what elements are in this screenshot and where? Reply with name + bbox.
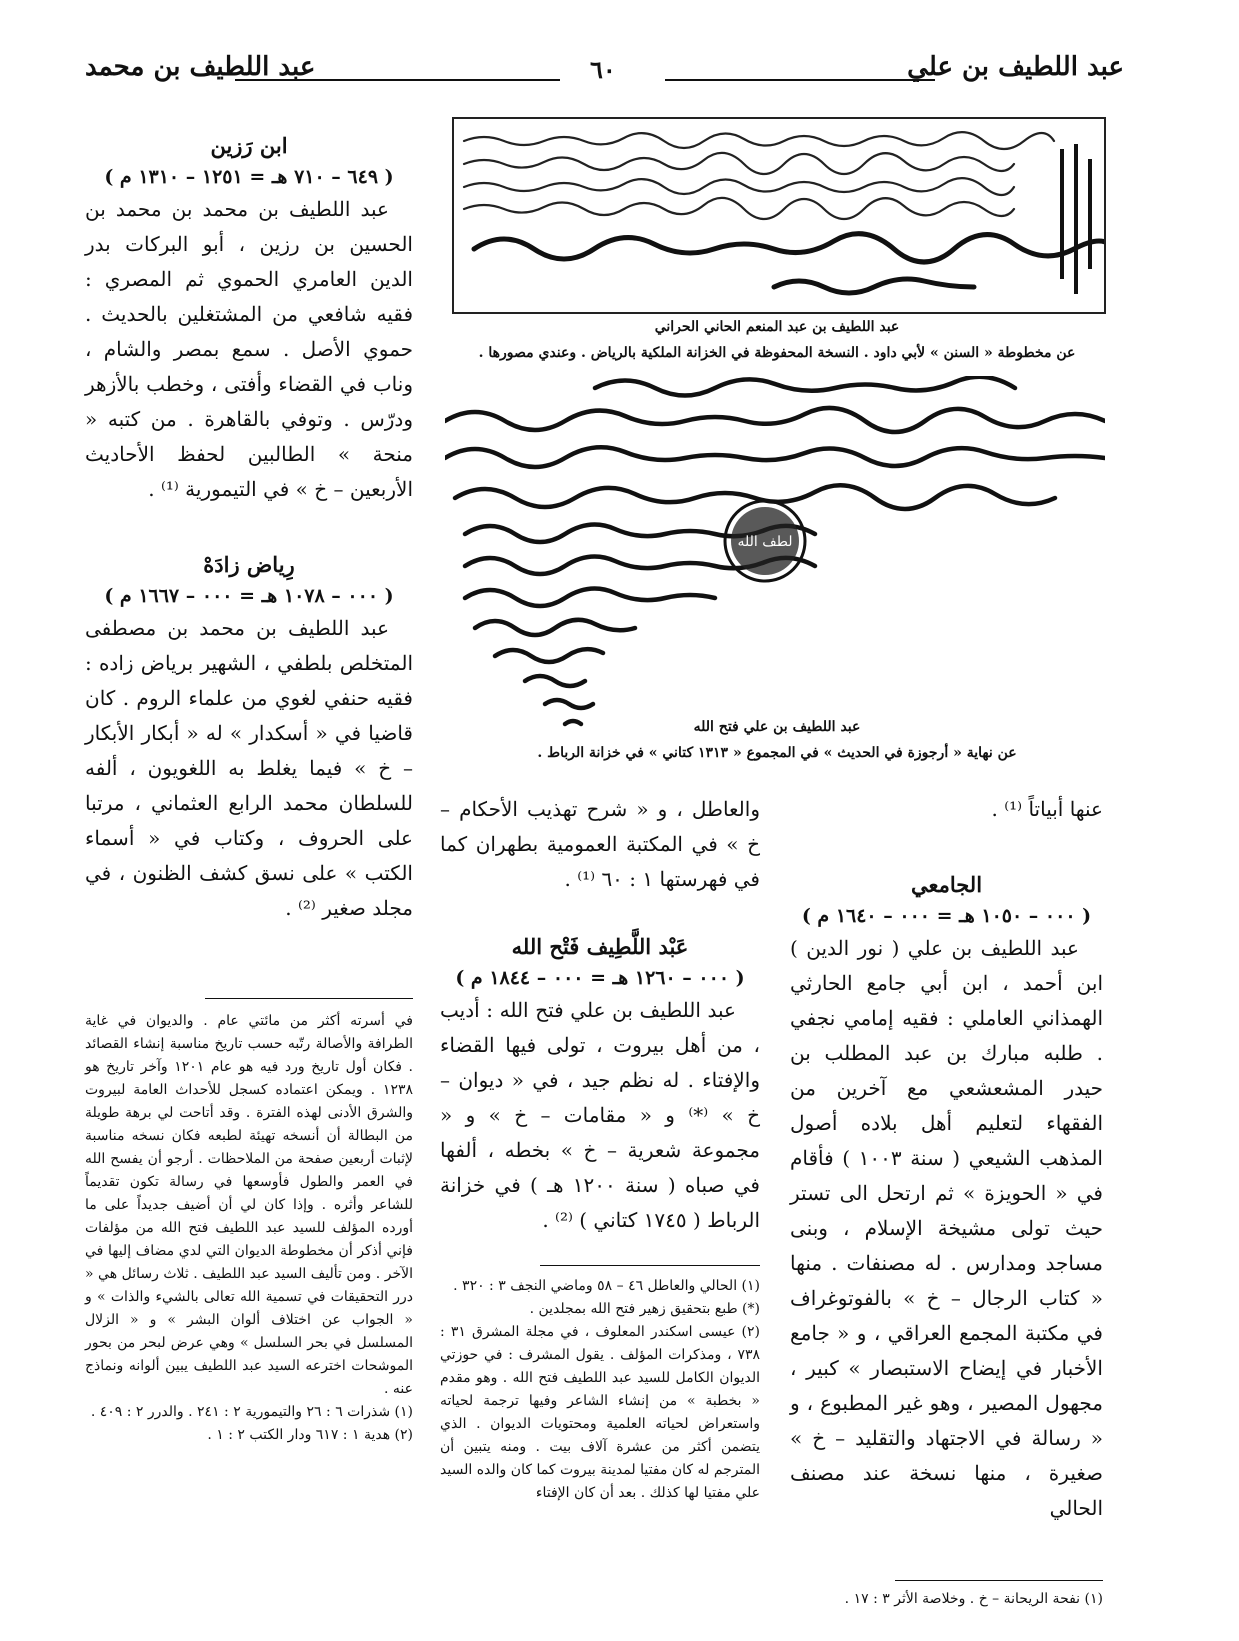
- caption-image-1-source: عن مخطوطة « السنن » لأبي داود . النسخة المحفوظة في الخزانة الملكية بالرياض . وعندي مصورها .: [478, 345, 1076, 361]
- footnote-1-middle: (١) الحالي والعاطل ٤٦ – ٥٨ وماضي النجف ٣ : ٣٢٠ .: [453, 1278, 760, 1294]
- footnote-1-right: (١) نفحة الريحانة – خ . وخلاصة الأثر ٣ : ١٧ .: [844, 1591, 1103, 1607]
- left-column: [85, 130, 413, 926]
- entry-dates-fathallah: ( ٠٠٠ – ١٢٦٠ هـ = ٠٠٠ – ١٨٤٤ م ): [455, 967, 745, 989]
- middle-continuation: والعاطل ، و « شرح تهذيب الأحكام – خ » في المكتبة العمومية بطهران كما في فهرستها ١ : ٦٠ ⁽¹⁾ .: [440, 797, 760, 891]
- running-head-left: عبد اللطيف بن محمد: [85, 52, 316, 82]
- page-number: ٦٠: [590, 55, 616, 84]
- entry-body-ibn-razin: عبد اللطيف بن محمد بن محمد بن الحسين بن رزين ، أبو البركات بدر الدين العامري الحموي ثم المصري : فقيه شافعي من المشتغلين بالحديث . حموي الأصل . سمع بمصر والشام ، وناب في القضاء وأفتى ، وخطب بالأزهر ودرّس . وتوفي بالقاهرة . من كتبه « منحة » الطالبين لحفظ الأحاديث الأربعين – خ » في التيمورية ⁽¹⁾ .: [85, 197, 413, 501]
- right-column: [790, 792, 1103, 1526]
- caption-image-1-title: عبد اللطيف بن عبد المنعم الحاني الحراني: [654, 319, 900, 335]
- footnote-separator-right: [895, 1580, 1103, 1581]
- header-rule-left: [235, 79, 560, 81]
- entry-body-riyad-zadeh: عبد اللطيف بن محمد بن مصطفى المتخلص بلطفي ، الشهير برياض زاده : فقيه حنفي لغوي من علماء الروم . كان قاضيا في « أسكدار » له « أبكار الأبكار – خ » فيما يغلط به اللغويون ، ألفه للسلطان محمد الرابع العثماني ، مرتبا على الحروف ، وكتاب في « أسماء الكتب » على نسق كشف الظنون ، في مجلد صغير ⁽²⁾ .: [85, 616, 413, 920]
- running-head-right: عبد اللطيف بن علي: [907, 52, 1124, 82]
- footnote-separator-middle: [540, 1265, 760, 1266]
- entry-body-fathallah: عبد اللطيف بن علي فتح الله : أديب ، من أهل بيروت ، تولى فيها القضاء والإفتاء . له نظم جيد ، في « ديوان – خ » ⁽*⁾ و « مقامات – خ » و « مجموعة شعرية – خ » بخطه ، ألفها في صباه ( سنة ١٢٠٠ هـ ) في خزانة الرباط ( ١٧٤٥ كتاني ) ⁽²⁾ .: [440, 998, 760, 1232]
- footnote-2-left: (٢) هدية ١ : ٦١٧ ودار الكتب ٢ : ١ .: [207, 1427, 413, 1443]
- manuscript-image-2: [445, 376, 1105, 736]
- footnote-continuation-left: في أسرته أكثر من مائتي عام . والديوان في غاية الطرافة والأصالة رتّبه حسب تاريخ مناسبة إنشاء القصائد . فكان أول تاريخ ورد فيه هو عام ١٢٠١ وآخر تاريخ هو ١٢٣٨ . ويمكن اعتماده كسجل للأحداث العامة لبيروت والشرق الأدنى لهذه الفترة . وقد أتاحت لي برهة طويلة من البطالة أن أنسخه تهيئة لطبعه فكان نسخه مناسبة لإثبات أربعين صفحة من الملاحظات . أرجو أن يفسح الله في العمر والطول فأوسعها في رسالة تكون تقديماً للشاعر وأثره . وإذا كان لي أن أضيف جديداً على ما أورده المؤلف للسيد عبد اللطيف فتح الله من مؤلفات فإني أذكر أن مخطوطة الديوان التي لدي مضاف إليها في الآخر . ومن تأليف السيد عبد اللطيف . ثلاث رسائل هي « درر التحقيقات في تسمية الله تعالى بالشيء والذات » و « الجواب عن اختلاف ألوان البشر » و « الزلال المسلسل في بحر السلسل » وهي عرض لبحر من بحور الموشحات اخترعه السيد عبد اللطيف يبين ألوانه ونماذج عنه .: [85, 1013, 413, 1397]
- entry-title-fathallah: عَبْد اللَّطِيف فَتْح الله: [511, 934, 689, 959]
- caption-image-2-source: عن نهاية « أرجوزة في الحديث » في المجموع « ١٣١٣ كتاني » في خزانة الرباط .: [537, 745, 1017, 761]
- entry-body-jamii: عبد اللطيف بن علي ( نور الدين ) ابن أحمد ، ابن أبي جامع الحارثي الهمذاني العاملي : فقيه إمامي نجفي . طلبه مبارك بن عبد المطلب بن حيدر المشعشعي مع آخرين من الفقهاء لتعليم أهل بلاده أصول المذهب الشيعي ( سنة ١٠٠٣ ) فأقام في « الحويزة » ثم ارتحل الى تستر حيث تولى مشيخة الإسلام ، وبنى مساجد ومدارس . له مصنفات . منها « كتاب الرجال – خ » بالفوتوغراف في مكتبة المجمع العراقي ، و « جامع الأخبار في إيضاح الاستبصار » كبير ، مجهول المصير ، وهو غير المطبوع ، و « رسالة في الاجتهاد والتقليد – خ » صغيرة ، منها نسخة عند مصنف الحالي: [790, 936, 1103, 1520]
- right-continuation: عنها أبياتاً ⁽¹⁾ .: [991, 797, 1103, 821]
- right-footnotes: [790, 1588, 1103, 1611]
- footnote-1-left: (١) شذرات ٦ : ٢٦ والتيمورية ٢ : ٢٤١ . والدرر ٢ : ٤٠٩ .: [90, 1404, 413, 1420]
- entry-dates-jamii: ( ٠٠٠ – ١٠٥٠ هـ = ٠٠٠ – ١٦٤٠ م ): [801, 905, 1092, 927]
- left-footnotes: [85, 1010, 413, 1447]
- seal-text: لطف الله: [737, 534, 793, 550]
- caption-image-2-title: عبد اللطيف بن علي فتح الله: [693, 719, 861, 735]
- footnote-separator-left: [205, 998, 413, 999]
- entry-title-ibn-razin: ابن رَزين: [210, 133, 288, 158]
- entry-dates-riyad-zadeh: ( ٠٠٠ – ١٠٧٨ هـ = ٠٠٠ – ١٦٦٧ م ): [104, 585, 394, 607]
- entry-title-jamii: الجامعي: [910, 872, 983, 897]
- middle-column: [440, 792, 760, 1238]
- header-rule-right: [665, 79, 935, 81]
- entry-title-riyad-zadeh: رِياض زادَهْ: [203, 552, 295, 577]
- footnote-2-middle: (٢) عيسى اسكندر المعلوف ، في مجلة المشرق ٣١ : ٧٣٨ ، ومذكرات المؤلف . يقول المشرف : في حوزتي الديوان الكامل للسيد عبد اللطيف فتح الله . وهو مقدم « بخطبة » من إنشاء الشاعر وفيها ترجمة لحياته واستعراض لحياته العلمية ومحتويات الديوان . الذي يتضمن أكثر من عشرة آلاف بيت . ومنه يتبين أن المترجم له كان مفتيا لمدينة بيروت كما كان والده السيد علي مفتيا لها كذلك . بعد أن كان الإفتاء: [440, 1324, 761, 1501]
- manuscript-image-1: [452, 117, 1106, 314]
- manuscript-image-2-svg: [445, 376, 1105, 736]
- entry-dates-ibn-razin: ( ٦٤٩ – ٧١٠ هـ = ١٢٥١ – ١٣١٠ م ): [104, 166, 394, 188]
- manuscript-image-1-svg: [454, 119, 1104, 312]
- middle-footnotes: [440, 1275, 760, 1505]
- footnote-star-middle: (*) طبع بتحقيق زهير فتح الله بمجلدين .: [529, 1301, 760, 1317]
